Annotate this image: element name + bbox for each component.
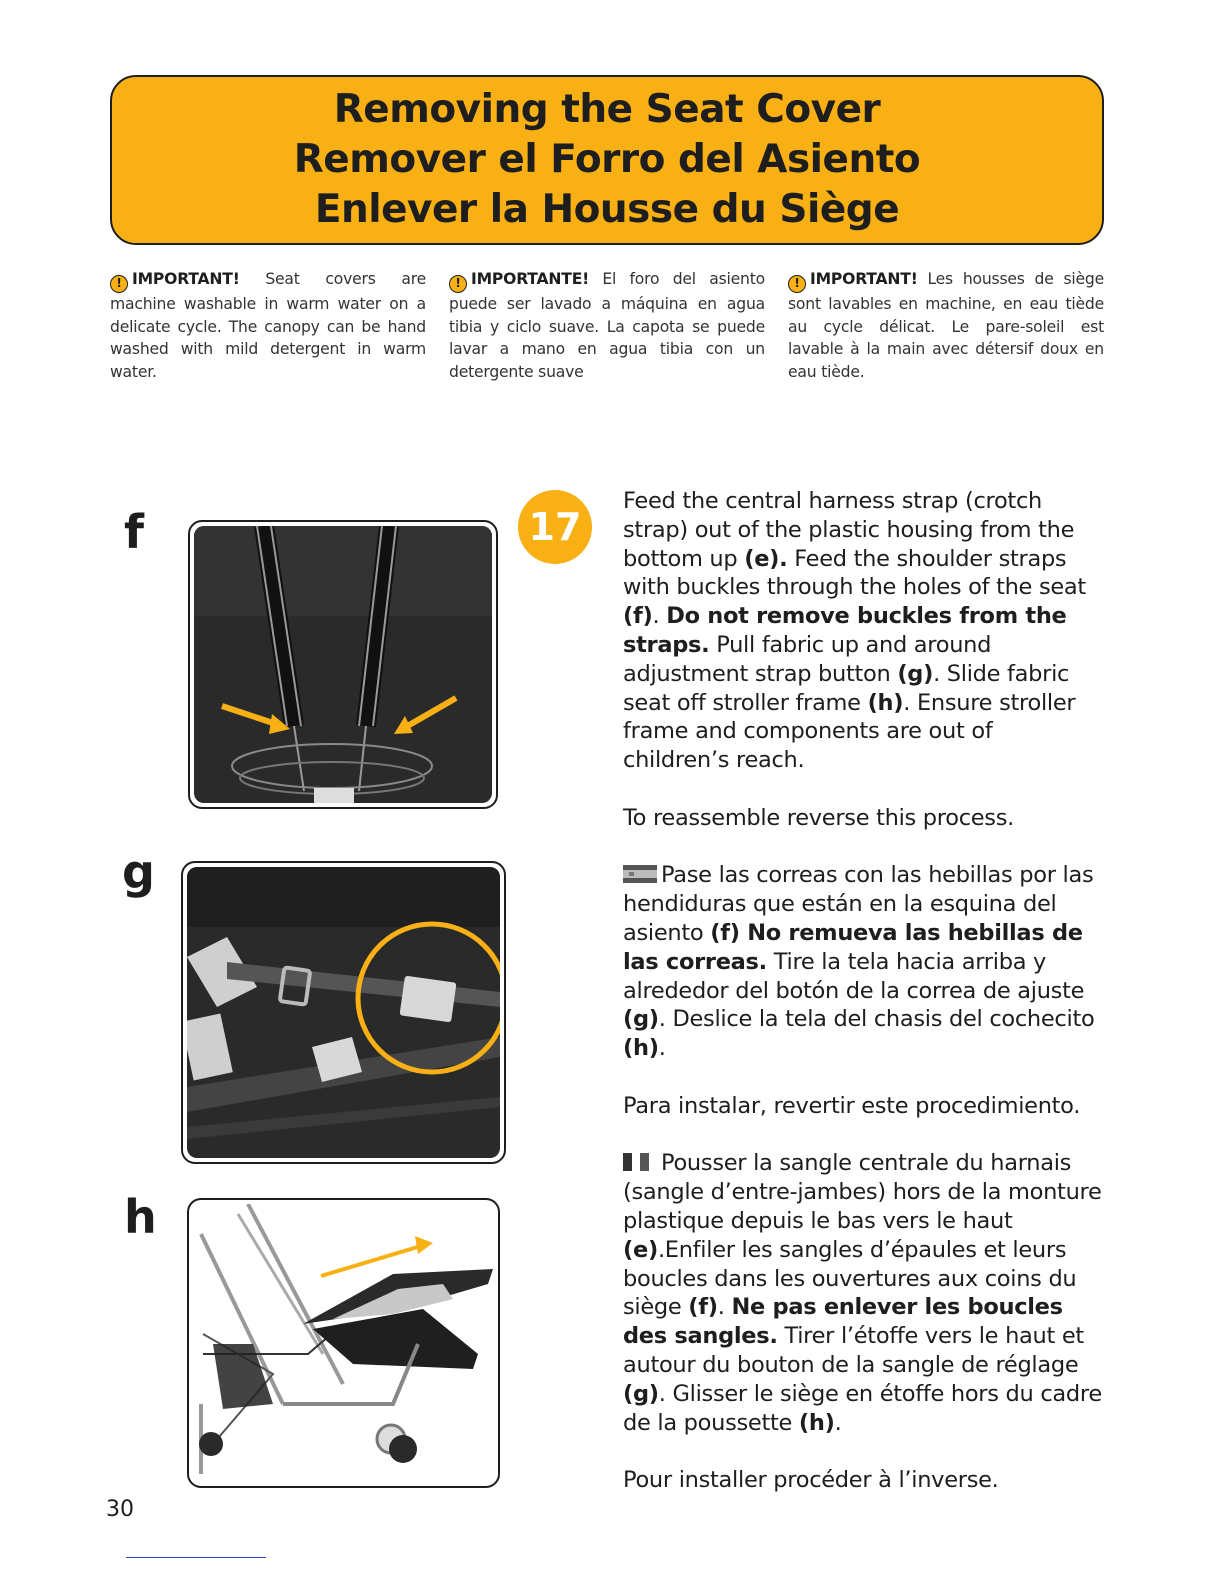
ref-g: (g) xyxy=(897,660,934,687)
warning-icon: ! xyxy=(449,275,467,293)
warning-bold: Ne pas enlever les boucles des sangles. xyxy=(623,1294,1063,1350)
harness-straps-illustration xyxy=(194,526,492,803)
text-run: . Glisser le siège en étoffe hors du cadre de la poussette xyxy=(623,1380,1102,1436)
title-spanish: Remover el Forro del Asiento xyxy=(293,137,921,182)
text-run: . xyxy=(717,1294,732,1321)
warning-bold: Do not remove buckles from the straps. xyxy=(623,603,1067,658)
text-run: Tirer l’étoffe vers le haut et autour du bouton de la sangle de réglage xyxy=(623,1323,1084,1378)
ref-g: (g) xyxy=(623,1380,659,1407)
figure-label-f: f xyxy=(124,505,145,559)
stroller-frame-illustration xyxy=(193,1204,494,1482)
text-run: . Ensure stroller frame and components are out of children’s reach. xyxy=(623,689,1076,774)
french-flag-icon xyxy=(623,1153,657,1171)
important-text: El foro del asiento puede ser lavado a máquina en agua tibia y ciclo suave. La capota se puede lavar a mano en agua tibia con un detergente suave xyxy=(449,270,765,381)
figure-label-g: g xyxy=(122,845,155,899)
title-french: Enlever la Housse du Siège xyxy=(314,187,900,232)
text-run: . Deslice la tela del chasis del cochecito xyxy=(658,1006,1095,1033)
ref-e: (e) xyxy=(623,1236,658,1263)
instruction-spanish xyxy=(623,861,1103,1063)
ref-e: (e). xyxy=(744,545,788,572)
ref-f: (f) xyxy=(623,603,653,630)
photo-adjustment-strap-button xyxy=(181,861,506,1164)
page-number: 30 xyxy=(106,1497,134,1522)
important-label: IMPORTANT! xyxy=(132,270,240,288)
important-text: Seat covers are machine washable in warm water on a delicate cycle. The canopy can be hand washed with mild detergent in warm water. xyxy=(110,270,426,381)
text-run: Tire la tela hacia arriba y alrededor del botón de la correa de ajuste xyxy=(623,948,1085,1004)
ref-h: (h) xyxy=(623,1035,659,1062)
text-run: . xyxy=(834,1409,842,1436)
text-run: .Enfiler les sangles d’épaules et leurs boucles dans les ouvertures aux coins du siège xyxy=(623,1236,1077,1321)
step-number-badge: 17 xyxy=(518,490,592,564)
important-note-spanish xyxy=(449,268,765,383)
reassemble-french: Pour installer procéder à l’inverse. xyxy=(623,1467,999,1494)
instruction-french xyxy=(623,1149,1103,1437)
title-english: Removing the Seat Cover xyxy=(333,87,881,132)
important-label: IMPORTANT! xyxy=(810,270,918,288)
text-run: . Slide fabric seat off stroller frame xyxy=(623,660,1070,716)
text-run: . xyxy=(652,603,667,630)
text-run: Pousser la sangle centrale du harnais (sangle d’entre-jambes) hors de la monture plastique depuis le bas vers le haut xyxy=(623,1150,1102,1234)
important-text: Les housses de siège sont lavables en machine, en eau tiède au cycle délicat. Le pare-soleil est lavable à la main avec détersif doux en eau tiède. xyxy=(788,270,1104,381)
title-banner xyxy=(110,75,1104,245)
ref-h: (h) xyxy=(867,689,904,716)
text-run: Pase las correas con las hebillas por las hendiduras que están en la esquina del asiento xyxy=(623,862,1094,946)
text-run: Feed the central harness strap (crotch strap) out of the plastic housing from the bottom up xyxy=(623,488,1075,572)
spanish-flag-icon xyxy=(623,865,657,883)
warning-icon: ! xyxy=(788,275,806,293)
reassemble-spanish: Para instalar, revertir este procedimiento. xyxy=(623,1092,1081,1119)
ref-f: (f) xyxy=(688,1294,718,1321)
photo-stroller-frame xyxy=(187,1198,500,1488)
footer-rule xyxy=(126,1557,266,1558)
adjustment-strap-illustration xyxy=(187,867,500,1158)
warning-bold: (f) No remueva las hebillas de las correas. xyxy=(623,919,1083,975)
figure-label-h: h xyxy=(124,1190,157,1244)
photo-harness-straps xyxy=(188,520,498,809)
instruction-english xyxy=(623,487,1103,775)
important-label: IMPORTANTE! xyxy=(471,270,590,288)
ref-g: (g) xyxy=(623,1006,659,1033)
text-run: Feed the shoulder straps with buckles through the holes of the seat xyxy=(623,545,1086,601)
important-note-french xyxy=(788,268,1104,383)
step-instructions xyxy=(623,487,1103,1524)
important-note-english xyxy=(110,268,426,383)
reassemble-english: To reassemble reverse this process. xyxy=(623,804,1015,831)
text-run: Pull fabric up and around adjustment strap button xyxy=(623,631,992,687)
warning-icon: ! xyxy=(110,275,128,293)
text-run: . xyxy=(658,1035,666,1062)
ref-h: (h) xyxy=(798,1409,835,1436)
